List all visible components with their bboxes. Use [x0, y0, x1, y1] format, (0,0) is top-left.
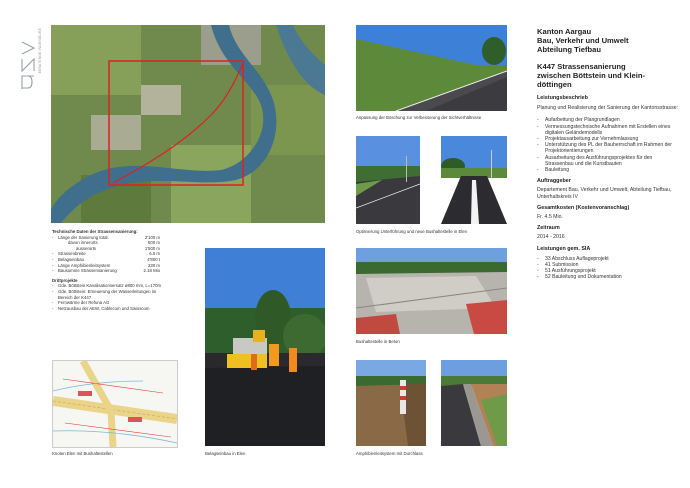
caption-slope: Anpassung der Böschung zur Verbesserung der Sichtverhältnisse — [356, 115, 482, 120]
org-line: Kanton Aargau — [537, 27, 592, 36]
project-info — [537, 27, 679, 281]
slope-photo — [356, 25, 507, 111]
desc-item: - Projektausarbeitung zur Vernehmlassung — [537, 136, 679, 142]
sia-item: - 41 Submission — [537, 262, 679, 268]
desc-item: - Ausarbeitung des Ausführungsprojektes für den Strassenbau und die Kunstbauten — [537, 155, 679, 167]
sia-item: - 33 Abschluss Auflageprojekt — [537, 256, 679, 262]
third-project-item: - Fernwärme der Refuna AG — [52, 300, 168, 306]
underpass-photo-right — [441, 136, 507, 224]
caption-bus-stop: Bushaltestelle in Beton — [356, 339, 400, 344]
third-project-item: - Gde. Böttstein Kanalisationsersatz ø800 mm, L=170m — [52, 283, 168, 289]
tech-value: 6.5 m — [149, 251, 160, 257]
sia-item: - 52 Bauleitung und Dokumentation — [537, 274, 679, 280]
section-title: Auftraggeber — [537, 178, 571, 185]
logo-subtitle: BERATENDE INGENIEURE — [38, 28, 42, 74]
desc-text: Planung und Realisierung der Sanierung der Kantonsstrasse: — [537, 105, 679, 111]
tech-value: 2.18 Mio — [143, 268, 160, 274]
section-title: Zeitraum — [537, 225, 560, 232]
org-line: Bau, Verkehr und Umwelt — [537, 36, 629, 45]
tech-value: 4'800 t — [147, 256, 160, 262]
tech-title: Technische Daten der Strassensanierung: — [52, 229, 138, 234]
tech-label: ausserorts — [76, 245, 97, 251]
caption-amphibian: Amphibienleitsystem mit Durchlass — [356, 451, 423, 456]
project-title-line: döttingen — [537, 80, 572, 89]
section-title: Gesamtkosten (Kostenvoranschlag) — [537, 205, 630, 212]
desc-item: - Vermessungstechnische Aufnahmen mit Erstellen eines digitalen Geländemodells — [537, 124, 679, 136]
caption-junction: Knoten Elen mit Bushaltestellen — [52, 451, 113, 456]
tech-value: 1'500 m — [144, 245, 160, 251]
tech-value: 600 m — [148, 240, 160, 246]
desc-item: - Aufarbeitung der Plangrundlagen — [537, 117, 679, 123]
third-projects-title: Drittprojekte — [52, 277, 78, 283]
tech-value: 2'100 m — [144, 234, 160, 240]
third-project-item: - Netzausbau der AEW, Cablecom und Swisscom — [52, 306, 168, 312]
tech-label: - Länge Amphibienleitsystem — [52, 263, 120, 269]
tech-label: - Bausumme Strassensanierung — [52, 268, 120, 274]
third-project-item: - Gde. Böttstein: Erneuerung der Wasserleitungen im Bereich der K447 — [52, 289, 168, 300]
section-title: Leistungsbeschrieb — [537, 95, 588, 101]
tech-value: 230 m — [148, 262, 160, 268]
junction-plan — [52, 360, 178, 448]
amphibian-photo-right — [441, 360, 507, 446]
aerial-map — [51, 25, 325, 223]
cost-text: Fr. 4.5 Mio. — [537, 214, 563, 221]
desc-item: - Unterstützung des PL der Bauherrschaft im Rahmen der Projektorientierungen — [537, 142, 679, 154]
paving-photo — [205, 248, 325, 446]
tech-label: - Belagseinbau — [52, 257, 120, 263]
amphibian-photo-left — [356, 360, 426, 446]
bus-stop-photo — [356, 248, 507, 334]
project-title-line: K447 Strassensanierung — [537, 62, 626, 71]
project-title-line: zwischen Böttstein und Klein- — [537, 71, 646, 80]
tech-label: davon innerorts — [68, 240, 98, 246]
tech-data — [52, 229, 202, 311]
tech-label: - Länge der Sanierung total: — [52, 235, 120, 241]
underpass-photo-left — [356, 136, 420, 224]
caption-paving: Belagseinbau in Elen — [205, 451, 246, 456]
sia-item: - 51 Ausführungsprojekt — [537, 268, 679, 274]
caption-underpass: Optimierung Unterführung und neue Bushaltestelle in Elen — [356, 229, 468, 234]
client-text: Departement Bau, Verkehr und Umwelt, Abteilung Tiefbau, Unterhaltskreis IV — [537, 187, 672, 200]
org-line: Abteilung Tiefbau — [537, 45, 601, 54]
section-title: Leistungen gem. SIA — [537, 245, 591, 252]
company-logo — [20, 40, 36, 92]
desc-item: - Bauleitung — [537, 167, 679, 173]
tech-label: - Strassenbreite — [52, 251, 120, 257]
period-text: 2014 - 2016 — [537, 234, 565, 241]
